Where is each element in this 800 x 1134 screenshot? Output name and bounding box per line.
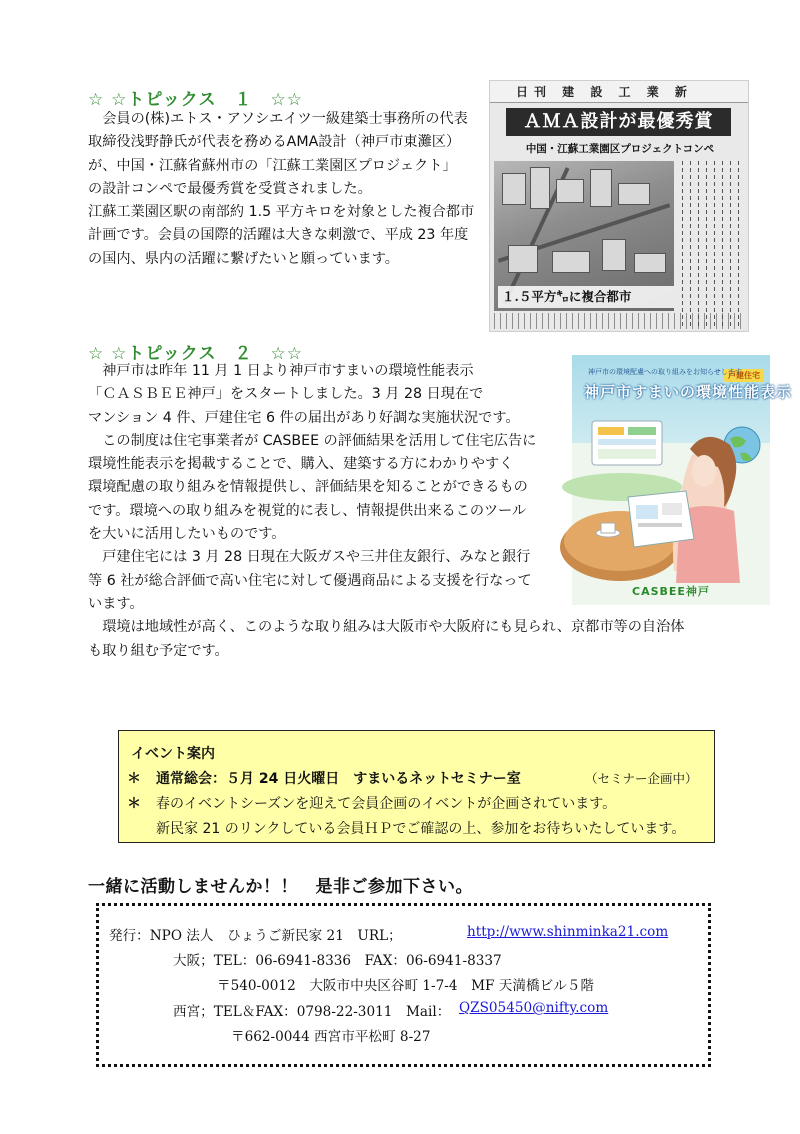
- topic2-line: を大いに活用したいものです。: [88, 526, 286, 543]
- event-bullet: ＊: [127, 771, 141, 787]
- newspaper-clipping: [489, 80, 749, 332]
- casbee-illustration: [572, 355, 793, 605]
- illustration-title: 神戸市すまいの環境性能表示: [584, 383, 793, 401]
- email-link[interactable]: QZS05450@nifty.com: [459, 1000, 609, 1016]
- illustration-caption: 神戸市の環境配慮への取り組みをお知らせします: [588, 368, 742, 376]
- topic1-heading: ☆ ☆トピックス １ ☆☆: [88, 90, 304, 110]
- clipping-caption: １.５平方㌔に複合都市: [498, 286, 674, 308]
- event-bullet: ＊: [127, 796, 141, 812]
- topic1-body: [88, 108, 474, 271]
- osaka-contact: 大阪；TEL：06-6941-8336 FAX：06-6941-8337: [173, 953, 502, 969]
- topic1-line: 会員の(株)エトス・アソシエイツ一級建築士事務所の代表: [88, 111, 468, 127]
- topic2-line: 環境は地域性が高く、このような取り組みは大阪市や大阪府にも見られ、京都市等の自治体: [88, 619, 685, 636]
- woman-reading-illustration: [572, 415, 770, 585]
- event-item-spring-events: 春のイベントシーズンを迎えて会員企画のイベントが企画されています。: [156, 796, 617, 812]
- topic1-line: 計画です。会員の国際的活躍は大きな刺激で、平成 23 年度: [88, 227, 469, 244]
- topic1-line: 取締役浅野静氏が代表を務めるAMA設計（神戸市東灘区）: [88, 134, 461, 151]
- topic2-line: 等 6 社が総合評価で高い住宅に対して優遇商品による支援を行なって: [88, 572, 532, 589]
- topic2-line: この制度は住宅事業者が CASBEE の評価結果を活用して住宅広告に: [88, 432, 537, 449]
- topic2-line: です。環境への取り組みを視覚的に表し、情報提供出来るこのツール: [88, 502, 527, 519]
- topic2-line: マンション 4 件、戸建住宅 6 件の届出があり好調な実施状況です。: [88, 409, 520, 426]
- event-title: イベント案内: [131, 746, 215, 762]
- clipping-text-columns: [676, 161, 746, 326]
- clipping-subheadline: 中国・江蘇工業園区プロジェクトコンペ: [525, 143, 715, 155]
- topic2-line: 「ＣＡＳＢＥＥ神戸」をスタートしました。3 月 28 日現在で: [88, 386, 484, 403]
- clipping-headline: ＡＭＡ設計が最優秀賞: [506, 108, 731, 136]
- osaka-address: 〒540-0012 大阪市中央区谷町 1-7-4 MF 天満橋ビル５階: [217, 978, 594, 994]
- nishinomiya-contact: 西宮；TEL＆FAX：0798-22-3011 Mail：: [173, 1004, 451, 1020]
- topic1-line: の設計コンペで最優秀賞を受賞されました。: [88, 180, 372, 197]
- topic2-line: 戸建住宅には 3 月 28 日現在大阪ガスや三井住友銀行、みなと銀行: [88, 549, 531, 566]
- illustration-tag: 戸建住宅: [724, 369, 764, 382]
- contact-box: [96, 903, 711, 1067]
- topic1-line: 江蘇工業園区駅の南部約 1.5 平方キロを対象とした複合都市: [88, 204, 475, 221]
- event-announcement-box: [118, 730, 715, 843]
- event-item-note: （セミナー企画中）: [585, 771, 698, 786]
- publisher-label: 発行：NPO 法人 ひょうご新民家 21 URL；: [109, 928, 402, 944]
- clipping-masthead: 日刊 建 設 工 業 新: [490, 81, 748, 103]
- topic2-line: います。: [88, 595, 144, 612]
- casbee-logo: CASBEE神戸: [632, 585, 710, 598]
- topic2-line: 環境性能表示を掲載することで、購入、建築する方にわかりやすく: [88, 456, 514, 473]
- call-to-action: 一緒に活動しませんか！！ 是非ご参加下さい。: [88, 877, 473, 897]
- topic2-heading: ☆ ☆トピックス ２ ☆☆: [88, 344, 304, 364]
- topic2-line: も取り組む予定です。: [88, 642, 229, 659]
- clipping-body-text: [494, 313, 744, 329]
- event-item-general-meeting: 通常総会：５月 24 日火曜日 すまいるネットセミナー室: [156, 771, 521, 787]
- topic2-line: 環境配慮の取り組みを情報提供し、評価結果を知ることができるもの: [88, 479, 528, 496]
- event-item-member-link: 新民家 21 のリンクしている会員ＨＰでご確認の上、参加をお待ちいたしています。: [156, 821, 686, 837]
- topic1-line: の国内、県内の活躍に繋げたいと願っています。: [88, 250, 399, 267]
- nishinomiya-address: 〒662-0044 西宮市平松町 8-27: [231, 1029, 431, 1045]
- website-link[interactable]: http://www.shinminka21.com: [467, 924, 669, 940]
- topic1-line: が、中国・江蘇省蘇州市の「江蘇工業園区プロジェクト」: [88, 157, 457, 174]
- topic2-line: 神戸市は昨年 11 月 1 日より神戸市すまいの環境性能表示: [88, 363, 474, 379]
